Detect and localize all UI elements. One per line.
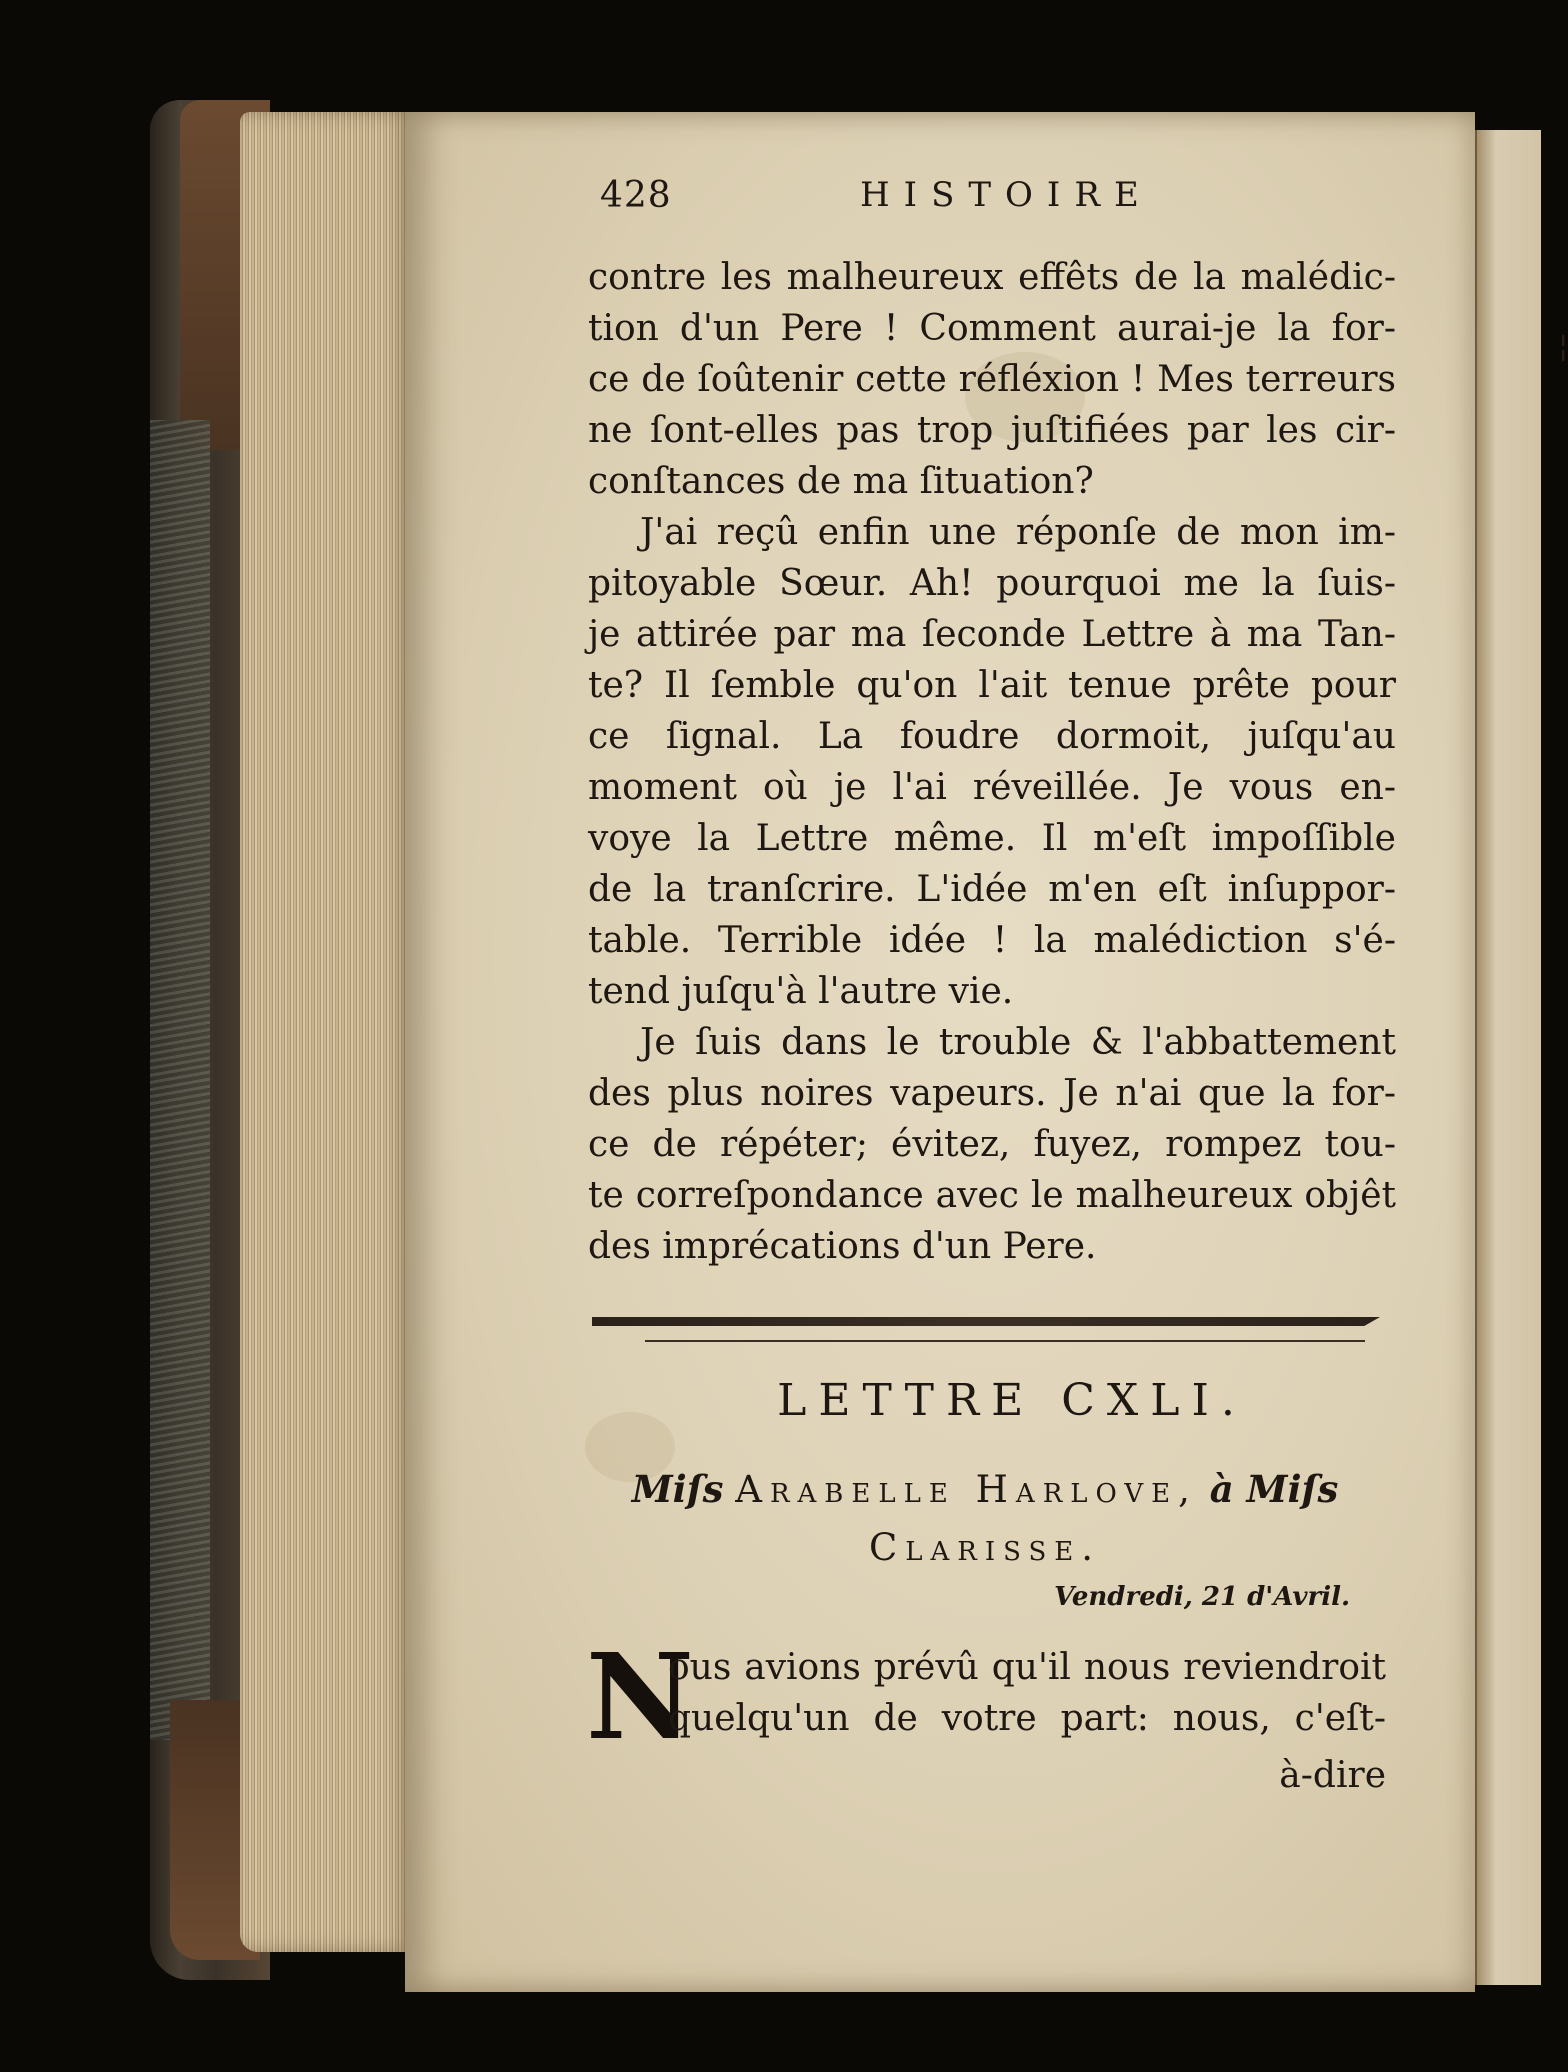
from-name: Arabelle Harlove, xyxy=(735,1468,1198,1511)
text-line: ce de ſoûtenir cette réfléxion ! Mes terreurs xyxy=(588,359,1396,400)
letter-date: Vendredi, 21 d'Avril. xyxy=(1054,1582,1350,1612)
page-header xyxy=(600,175,1180,225)
text-line: tion d'un Pere ! Comment aurai-je la for- xyxy=(588,308,1396,349)
catchword: à-dire xyxy=(1279,1755,1386,1796)
ornamental-rule-thin xyxy=(645,1340,1365,1342)
text-line: tend juſqu'à l'autre vie. xyxy=(588,971,1014,1012)
text-line: pitoyable Sœur. Ah! pourquoi me la ſuis- xyxy=(588,563,1396,604)
text-line: te? Il ſemble qu'on l'ait tenue prête pour xyxy=(588,665,1396,706)
text-line: Je ſuis dans le trouble & l'abbattement xyxy=(640,1022,1396,1063)
letter-salutation xyxy=(600,1460,1370,1577)
paragraph-trouble xyxy=(588,1017,1396,1272)
to-name: Clarisse. xyxy=(868,1526,1102,1569)
page-edges xyxy=(240,112,410,1952)
text-line: conſtances de ma ſituation? xyxy=(588,461,1094,502)
running-title: HISTOIRE xyxy=(860,175,1153,215)
text-line: table. Terrible idée ! la malédiction s'é- xyxy=(588,920,1396,961)
from-prefix: Miſs xyxy=(631,1467,724,1511)
text-line: ce ſignal. La foudre dormoit, juſqu'au xyxy=(588,716,1396,757)
text-line: voye la Lettre même. Il m'eſt impoſſible xyxy=(588,818,1396,859)
text-line: quelqu'un de votre part: nous, c'eſt- xyxy=(668,1698,1386,1739)
text-line: moment où je l'ai réveillée. Je vous en- xyxy=(588,767,1396,808)
facing-page-text xyxy=(1520,270,1568,423)
drop-cap: N xyxy=(586,1627,694,1766)
to-prefix: à Miſs xyxy=(1209,1467,1339,1511)
page-number: 428 xyxy=(600,175,672,216)
facing-fragment: ¦ xyxy=(1558,329,1568,364)
marbled-cover xyxy=(150,420,210,1740)
text-line: ne ſont-elles pas trop juſtifiées par les cir- xyxy=(588,410,1396,451)
text-line: des plus noires vapeurs. Je n'ai que la for- xyxy=(588,1073,1396,1114)
text-line: je attirée par ma ſeconde Lettre à ma Tan- xyxy=(588,614,1396,655)
text-line: contre les malheureux effêts de la malédic- xyxy=(588,257,1396,298)
text-line: des imprécations d'un Pere. xyxy=(588,1226,1097,1267)
text-line: te correſpondance avec le malheureux objêt xyxy=(588,1175,1396,1216)
letter-heading: LETTRE CXLI. xyxy=(777,1375,1247,1426)
text-line: ce de répéter; évitez, fuyez, rompez tou- xyxy=(588,1124,1396,1165)
paragraph-continuation xyxy=(588,252,1396,507)
paragraph-reply xyxy=(588,507,1396,1017)
letter-opening xyxy=(668,1642,1386,1744)
text-line: J'ai reçû enfin une réponſe de mon im- xyxy=(640,512,1396,553)
text-line: de la tranſcrire. L'idée m'en eſt inſuppor- xyxy=(588,869,1396,910)
text-line: ous avions prévû qu'il nous reviendroit xyxy=(668,1647,1386,1688)
ornamental-rule-thick xyxy=(592,1317,1380,1326)
